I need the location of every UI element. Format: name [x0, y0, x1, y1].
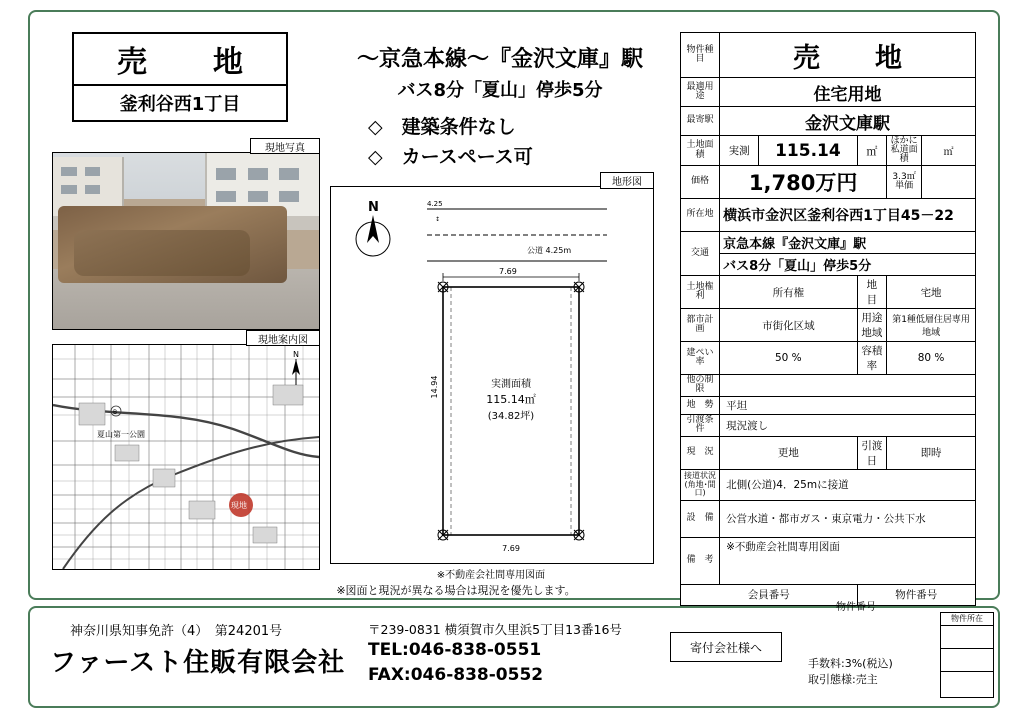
plot-note-priority: ※図面と現況が異なる場合は現況を優先します。	[336, 584, 576, 597]
zoning-value: 第1種低層住居専用地域	[887, 309, 976, 342]
plot-area-m2: 115.14㎡	[486, 393, 536, 406]
handover-cond-value: 現況渡し	[720, 414, 976, 436]
row-label-cityplan: 都市計画	[681, 309, 720, 342]
plot-road-width: 公道 4.25m	[527, 246, 572, 255]
table-row	[681, 375, 976, 397]
transaction-type: 取引態様:売主	[808, 673, 878, 686]
table-row	[681, 276, 976, 309]
unit-price-label: 3.3㎡単価	[887, 166, 922, 199]
row-label-road: 接道状況 (角地･間口)	[681, 469, 720, 500]
remarks-value: ※不動産会社間専用図面	[720, 537, 976, 584]
table-row	[681, 584, 976, 605]
other-value	[720, 375, 976, 397]
bukken-number-top: 物件番号	[836, 602, 876, 613]
row-label-other: 他の制限	[681, 375, 720, 397]
terrain-value: 平坦	[720, 396, 976, 414]
handover-label: 引渡日	[857, 436, 887, 469]
yoseki-value: 80 %	[887, 342, 976, 375]
access-line-2: バス8分「夏山」停歩5分	[720, 254, 976, 276]
headline-bus: バス8分「夏山」停歩5分	[397, 80, 603, 101]
svg-text:N: N	[293, 350, 299, 359]
table-row	[681, 232, 976, 254]
table-row	[681, 107, 976, 136]
road-value: 北側(公道)4．25mに接道	[720, 469, 976, 500]
svg-text:B: B	[113, 409, 118, 416]
headline-station: ～京急本線～『金沢文庫』駅	[356, 47, 643, 72]
row-label-address: 所在地	[681, 199, 720, 232]
table-row	[681, 136, 976, 166]
kenpei-value: 50 %	[720, 342, 857, 375]
facility-value: 公営水道・都市ガス・東京電力・公共下水	[720, 500, 976, 537]
chimoku-value: 宅地	[887, 276, 976, 309]
cityplan-value: 市街化区域	[720, 309, 857, 342]
svg-text:4.25: 4.25	[427, 200, 443, 208]
commission-text: 手数料:3%(税込)	[808, 657, 893, 670]
stamp-header: 物件所在	[941, 613, 993, 626]
rights-value: 所有権	[720, 276, 857, 309]
table-row	[681, 199, 976, 232]
stamp-row	[941, 626, 993, 649]
row-label-terrain: 地 勢	[681, 396, 720, 414]
row-label-facility: 設 備	[681, 500, 720, 537]
plot-note-internal: ※不動産会社間専用図面	[436, 570, 546, 581]
stamp-row	[941, 649, 993, 672]
svg-text:7.69: 7.69	[499, 267, 517, 276]
member-label: 会員番号	[681, 584, 858, 605]
yoseki-label: 容積率	[857, 342, 887, 375]
row-label-kenpei: 建ぺい率	[681, 342, 720, 375]
row-label-station: 最寄駅	[681, 107, 720, 136]
stamp-row	[941, 672, 993, 694]
svg-text:14.94: 14.94	[430, 375, 439, 399]
title-box	[72, 32, 288, 122]
table-row	[681, 309, 976, 342]
site-photo	[52, 152, 320, 330]
land-area-kind: 実測	[720, 136, 759, 166]
map-park-label: 夏山第一公園	[97, 430, 145, 439]
svg-text:N: N	[368, 200, 379, 215]
agent-box: 寄付会社様へ	[670, 632, 782, 662]
title-main: 売 地	[74, 34, 286, 86]
title-sub: 釜利谷西1丁目	[119, 94, 241, 115]
unit-price-value	[922, 166, 976, 199]
row-label-use: 最適用途	[681, 78, 720, 107]
current-value: 更地	[720, 436, 857, 469]
plot-label: 地形図	[600, 172, 654, 189]
extra-road-area-unit: ㎡	[922, 136, 976, 166]
address-value: 横浜市金沢区釜利谷西1丁目45－22	[720, 199, 976, 232]
row-label-type: 物件種目	[681, 33, 720, 78]
photo-label: 現地写真	[250, 138, 320, 154]
row-label-access: 交通	[681, 232, 720, 276]
land-area-value: 115.14	[759, 136, 857, 166]
table-row	[681, 537, 976, 584]
company-fax: FAX:046-838-0552	[368, 665, 544, 685]
plot-area-tsubo: (34.82坪)	[487, 411, 535, 422]
map-label: 現地案内図	[246, 330, 320, 346]
row-label-rights: 土地権利	[681, 276, 720, 309]
table-row	[681, 436, 976, 469]
chimoku-label: 地 目	[857, 276, 887, 309]
location-map	[52, 344, 320, 570]
company-name: ファースト住販有限会社	[50, 648, 346, 678]
row-label-remarks: 備 考	[681, 537, 720, 584]
company-tel: TEL:046-838-0551	[368, 640, 542, 660]
company-address: 〒239-0831 横須賀市久里浜5丁目13番16号	[368, 622, 622, 637]
bukken-label: 物件番号	[857, 584, 975, 605]
headline-carspace: ◇ カースペース可	[368, 146, 533, 168]
row-value-use: 住宅用地	[720, 78, 976, 107]
svg-text:現地: 現地	[231, 501, 247, 510]
svg-text:7.69: 7.69	[502, 544, 520, 553]
row-value-type: 売 地	[720, 33, 976, 78]
land-area-unit: ㎡	[857, 136, 887, 166]
access-line-1: 京急本線『金沢文庫』駅	[720, 232, 976, 254]
plot-area-label: 実測面積	[491, 379, 531, 390]
headline-condition: ◇ 建築条件なし	[368, 116, 516, 138]
table-row	[681, 500, 976, 537]
plot-drawing	[330, 186, 654, 564]
table-row	[681, 396, 976, 414]
stamp-box	[940, 612, 994, 698]
price-value: 1,780万円	[720, 166, 887, 199]
row-label-area: 土地面積	[681, 136, 720, 166]
table-row	[681, 414, 976, 436]
table-row	[681, 166, 976, 199]
table-row	[681, 33, 976, 78]
handover-value: 即時	[887, 436, 976, 469]
table-row	[681, 469, 976, 500]
table-row	[681, 78, 976, 107]
row-label-handover-cond: 引渡条件	[681, 414, 720, 436]
spec-table	[680, 32, 976, 606]
row-value-station: 金沢文庫駅	[720, 107, 976, 136]
row-label-current: 現 況	[681, 436, 720, 469]
extra-road-area-label: ほかに私道面積	[887, 136, 922, 166]
table-row	[681, 342, 976, 375]
table-row	[681, 254, 976, 276]
svg-text:↕: ↕	[435, 216, 441, 223]
row-label-price: 価格	[681, 166, 720, 199]
zoning-label: 用途地域	[857, 309, 887, 342]
license-text: 神奈川県知事免許（4） 第24201号	[70, 624, 283, 639]
